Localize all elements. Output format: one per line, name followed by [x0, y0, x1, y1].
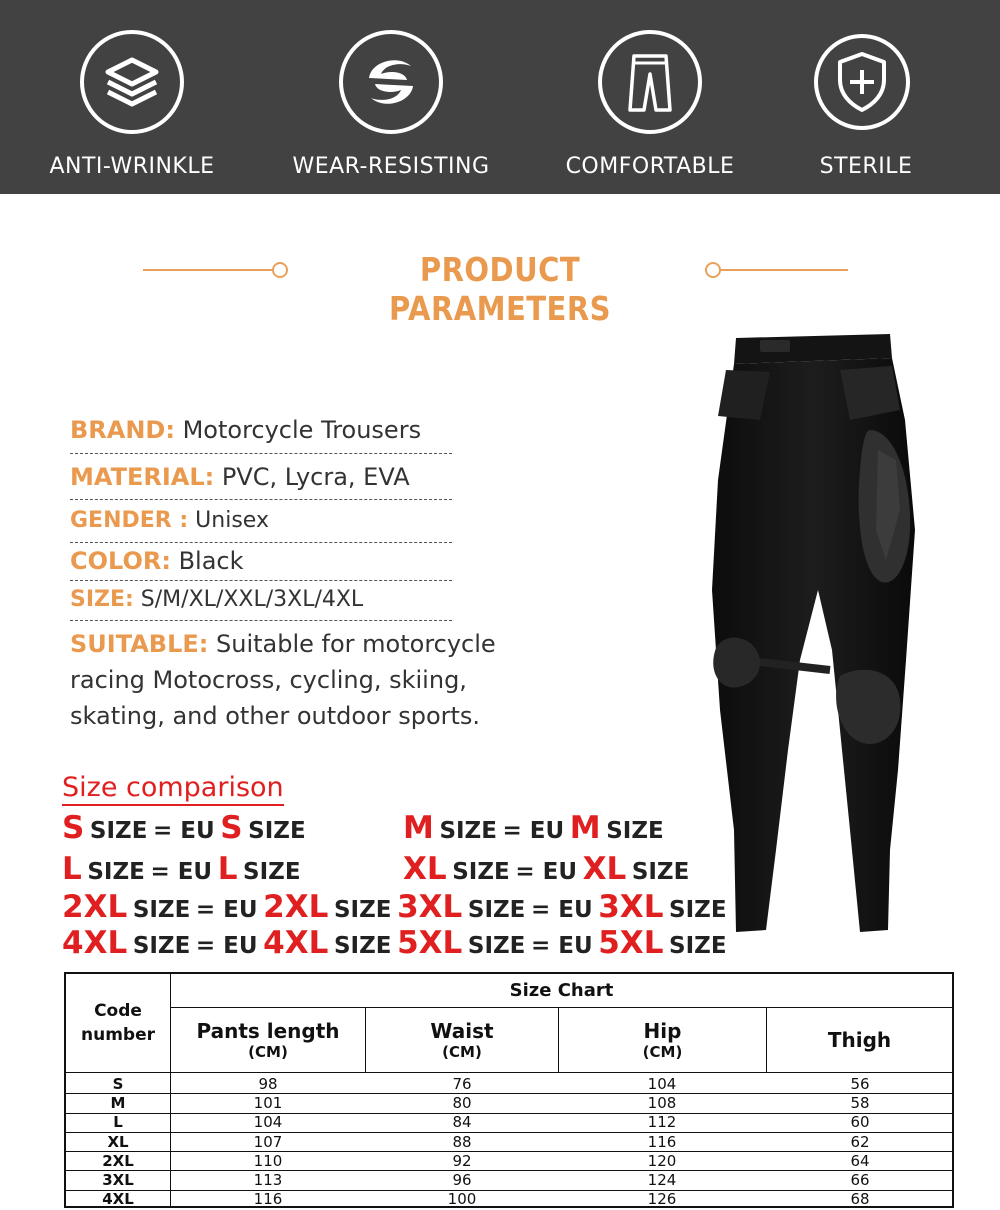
spec-key: GENDER :	[70, 508, 189, 533]
spec-value: Suitable for motorcycle racing Motocross, cycling, skiing, skating, and other outdoor sports.	[70, 630, 496, 730]
feature-wear-resisting	[261, 0, 521, 194]
size-comparison-row-2b	[403, 851, 689, 887]
spec-key: SUITABLE:	[70, 630, 209, 658]
row-value: 104	[647, 1074, 677, 1093]
table-row	[66, 1171, 952, 1190]
size-word: SIZE	[669, 933, 727, 959]
feature-anti-wrinkle	[2, 0, 262, 194]
divider	[70, 499, 452, 500]
size-code: XL	[582, 851, 627, 887]
product-image	[700, 330, 930, 935]
size-word: SIZE	[631, 859, 690, 885]
row-value: 60	[850, 1113, 870, 1132]
col-unit: (CM)	[442, 1043, 482, 1061]
col-unit: (CM)	[642, 1043, 683, 1061]
grid-line	[66, 1072, 952, 1073]
spec-value: S/M/XL/XXL/3XL/4XL	[133, 587, 364, 612]
size-word: SIZE	[248, 818, 306, 844]
spec-suitable	[70, 626, 540, 734]
row-value: 124	[647, 1171, 677, 1190]
size-code: 4XL	[263, 925, 329, 961]
spec-key: MATERIAL:	[70, 463, 215, 491]
size-comparison-row-2a	[62, 851, 301, 887]
row-value: 120	[647, 1151, 677, 1170]
table-row	[66, 1190, 952, 1209]
size-code: 5XL	[397, 925, 463, 961]
row-value: 116	[647, 1132, 677, 1151]
table-row	[66, 1151, 952, 1170]
col-label: Thigh	[827, 1028, 892, 1052]
divider	[70, 453, 452, 454]
table-row	[66, 1113, 952, 1132]
size-chart-table	[64, 972, 954, 1208]
divider	[70, 580, 452, 581]
row-value: 84	[452, 1113, 472, 1132]
size-word: SIZE	[467, 897, 526, 923]
eq-eu: = EU	[530, 897, 593, 923]
feature-bar	[0, 0, 1000, 194]
table-row	[66, 1132, 952, 1151]
eq-eu: = EU	[515, 859, 577, 885]
size-code: 3XL	[598, 889, 664, 925]
row-value: 76	[452, 1074, 472, 1093]
spec-brand	[70, 416, 421, 444]
col-header-pants-length	[171, 1008, 365, 1072]
size-code: M	[569, 810, 601, 846]
spec-size	[70, 587, 363, 612]
size-word: SIZE	[333, 897, 392, 923]
size-code: 5XL	[598, 925, 664, 961]
row-code: 4XL	[102, 1190, 134, 1209]
feature-sterile	[736, 0, 996, 194]
row-value: 112	[647, 1113, 677, 1132]
eq-eu: = EU	[195, 933, 258, 959]
size-word: SIZE	[467, 933, 526, 959]
col-header-hip	[559, 1008, 766, 1072]
size-code: S	[62, 810, 85, 846]
feature-label: COMFORTABLE	[565, 154, 735, 179]
spec-gender	[70, 508, 269, 533]
shield-plus-icon	[814, 34, 910, 130]
row-value: 98	[258, 1074, 278, 1093]
grid-line	[170, 1007, 952, 1008]
row-code: L	[113, 1113, 123, 1132]
row-value: 110	[253, 1151, 283, 1170]
col-label: Waist	[430, 1019, 494, 1043]
spec-key: BRAND:	[70, 416, 175, 444]
size-code: S	[220, 810, 243, 846]
title-divider-right	[720, 269, 848, 271]
row-value: 96	[452, 1171, 472, 1190]
size-code: M	[403, 810, 434, 846]
size-word: SIZE	[87, 859, 145, 885]
size-code: L	[217, 851, 238, 887]
row-value: 62	[850, 1132, 870, 1151]
title-dot-right	[705, 262, 721, 278]
eq-eu: = EU	[502, 818, 565, 844]
layers-icon	[80, 30, 184, 134]
size-word: SIZE	[132, 933, 191, 959]
eq-eu: = EU	[195, 897, 258, 923]
row-value: 108	[647, 1093, 677, 1112]
size-chart-title: Size Chart	[509, 980, 614, 1001]
title-divider-left	[143, 269, 273, 271]
size-word: SIZE	[439, 818, 497, 844]
row-value: 104	[253, 1113, 283, 1132]
row-value: 66	[850, 1171, 870, 1190]
row-value: 92	[452, 1151, 472, 1170]
spec-key: SIZE:	[70, 587, 134, 612]
table-row	[66, 1093, 952, 1112]
size-code: 2XL	[263, 889, 329, 925]
spec-color	[70, 547, 244, 575]
size-code: 3XL	[397, 889, 463, 925]
eq-eu: = EU	[150, 859, 213, 885]
row-value: 68	[850, 1190, 870, 1209]
page-title: PRODUCT PARAMETERS	[388, 250, 611, 328]
row-value: 58	[850, 1093, 870, 1112]
col-label: Hip	[643, 1019, 682, 1043]
spec-material	[70, 463, 410, 491]
size-word: SIZE	[606, 818, 664, 844]
col-header-waist	[366, 1008, 558, 1072]
size-code: 4XL	[62, 925, 128, 961]
spec-value: PVC, Lycra, EVA	[214, 463, 410, 491]
size-word: SIZE	[243, 859, 301, 885]
title-dot-left	[272, 262, 288, 278]
eq-eu: = EU	[153, 818, 215, 844]
size-comparison-row-1b	[403, 810, 664, 846]
col-label: Pants length	[196, 1019, 340, 1043]
grid-line	[558, 1007, 559, 1072]
size-word: SIZE	[452, 859, 510, 885]
spec-value: Unisex	[188, 508, 269, 533]
row-value: 116	[253, 1190, 283, 1209]
code-number-header: Code number	[80, 1001, 155, 1045]
table-row	[66, 1074, 952, 1093]
row-code: S	[112, 1074, 124, 1093]
feature-label: STERILE	[819, 154, 913, 179]
trousers-icon	[598, 30, 702, 134]
row-value: 64	[850, 1151, 870, 1170]
row-value: 113	[253, 1171, 283, 1190]
size-code: 2XL	[62, 889, 128, 925]
feature-label: WEAR-RESISTING	[292, 154, 490, 179]
grid-line	[365, 1007, 366, 1072]
size-word: SIZE	[669, 897, 727, 923]
size-comparison-row-3	[62, 889, 727, 925]
size-word: SIZE	[333, 933, 392, 959]
size-comparison-row-1a	[62, 810, 306, 846]
size-word: SIZE	[89, 818, 148, 844]
feature-label: ANTI-WRINKLE	[49, 154, 215, 179]
section-title-row	[0, 250, 1000, 328]
divider	[70, 542, 452, 543]
swirl-icon	[339, 30, 443, 134]
size-code: L	[62, 851, 82, 887]
row-value: 80	[452, 1093, 472, 1112]
row-value: 56	[850, 1074, 870, 1093]
spec-key: COLOR:	[70, 547, 171, 575]
size-comparison-title: Size comparison	[62, 772, 284, 806]
row-code: XL	[107, 1132, 129, 1151]
row-value: 88	[452, 1132, 472, 1151]
row-value: 126	[647, 1190, 677, 1209]
col-unit: (CM)	[248, 1043, 288, 1061]
size-code: XL	[403, 851, 447, 887]
row-value: 100	[447, 1190, 477, 1209]
divider	[70, 620, 452, 621]
row-value: 101	[253, 1093, 283, 1112]
row-code: M	[110, 1093, 126, 1112]
row-value: 107	[253, 1132, 283, 1151]
row-code: 2XL	[102, 1151, 134, 1170]
size-comparison-row-4	[62, 925, 727, 961]
grid-line	[766, 1007, 767, 1072]
spec-value: Motorcycle Trousers	[174, 416, 422, 444]
row-code: 3XL	[102, 1171, 134, 1190]
spec-value: Black	[170, 547, 244, 575]
eq-eu: = EU	[530, 933, 593, 959]
col-header-thigh	[767, 1008, 952, 1072]
size-word: SIZE	[132, 897, 191, 923]
